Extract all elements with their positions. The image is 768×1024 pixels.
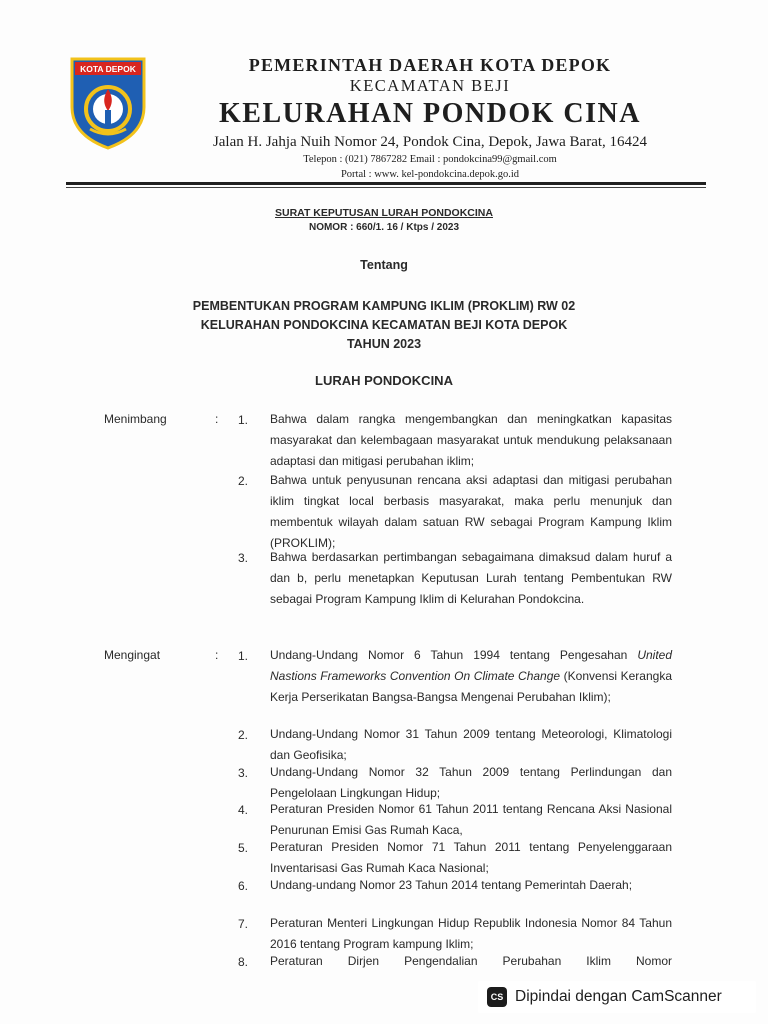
menimbang-item-3: Bahwa berdasarkan pertimbangan sebagaimana dimaksud dalam huruf a dan b, perlu menetapkan Keputusan Lurah tentang Pembentukan RW sebagai Program Kampung Iklim di Kelurahan Pondokcina.	[270, 550, 672, 606]
menimbang-label: Menimbang	[104, 412, 167, 426]
letterhead-government: PEMERINTAH DAERAH KOTA DEPOK	[248, 55, 612, 75]
menimbang-num-3: 3.	[238, 551, 249, 565]
decree-subject	[0, 297, 768, 354]
letterhead-address: Jalan H. Jahja Nuih Nomor 24, Pondok Cina, Depok, Jawa Barat, 16424	[212, 134, 648, 150]
letterhead-contact: Telepon : (021) 7867282 Email : pondokcina99@gmail.com	[303, 154, 557, 165]
mengingat-num-4: 4.	[238, 803, 249, 817]
mengingat-item-2: Undang-Undang Nomor 31 Tahun 2009 tentang Meteorologi, Klimatologi dan Geofisika;	[270, 727, 672, 762]
kota-depok-emblem-icon	[68, 55, 148, 151]
mengingat-item-8: Peraturan Dirjen Pengendalian Perubahan Iklim Nomor	[270, 954, 672, 968]
letterhead-divider-thick	[66, 182, 706, 185]
decree-title: SURAT KEPUTUSAN LURAH PONDOKCINA	[275, 207, 493, 219]
mengingat-colon: :	[215, 648, 219, 662]
menimbang-item-1: Bahwa dalam rangka mengembangkan dan meningkatkan kapasitas masyarakat dan kelembagaan masyarakat untuk mendukung pelaksanaan adaptasi dan mitigasi perubahan iklim;	[270, 412, 672, 468]
decree-subject-line2: KELURAHAN PONDOKCINA KECAMATAN BEJI KOTA DEPOK	[200, 318, 568, 332]
mengingat-item-3: Undang-Undang Nomor 32 Tahun 2009 tentang Perlindungan dan Pengelolaan Lingkungan Hidup;	[270, 765, 672, 800]
camscanner-text: Dipindai dengan CamScanner	[515, 988, 722, 1005]
letterhead-village: KELURAHAN PONDOK CINA	[219, 98, 641, 129]
camscanner-logo-icon: CS	[487, 987, 507, 1007]
mengingat-item-1-pre: Undang-Undang Nomor 6 Tahun 1994 tentang Pengesahan	[270, 648, 638, 662]
mengingat-item-7: Peraturan Menteri Lingkungan Hidup Republik Indonesia Nomor 84 Tahun 2016 tentang Program kampung Iklim;	[270, 916, 672, 951]
decree-subject-line1: PEMBENTUKAN PROGRAM KAMPUNG IKLIM (PROKLIM) RW 02	[192, 299, 576, 313]
letterhead-district: KECAMATAN BEJI	[349, 76, 511, 95]
camscanner-watermark	[478, 981, 756, 1013]
decree-number: NOMOR : 660/1. 16 / Ktps / 2023	[308, 222, 460, 233]
mengingat-num-2: 2.	[238, 728, 249, 742]
decree-subject-line3: TAHUN 2023	[346, 337, 422, 351]
mengingat-item-6: Undang-undang Nomor 23 Tahun 2014 tentang Pemerintah Daerah;	[270, 878, 633, 892]
letterhead-divider-thin	[66, 187, 706, 188]
mengingat-item-1	[270, 645, 672, 708]
decree-tentang: Tentang	[360, 258, 408, 272]
mengingat-label: Mengingat	[104, 648, 161, 662]
mengingat-num-5: 5.	[238, 841, 249, 855]
mengingat-num-1: 1.	[238, 649, 249, 663]
mengingat-num-6: 6.	[238, 879, 249, 893]
emblem-label: KOTA DEPOK	[80, 64, 136, 74]
decree-issuer: LURAH PONDOKCINA	[315, 373, 453, 388]
mengingat-num-3: 3.	[238, 766, 249, 780]
mengingat-item-4: Peraturan Presiden Nomor 61 Tahun 2011 tentang Rencana Aksi Nasional Penurunan Emisi Gas Rumah Kaca,	[270, 802, 672, 837]
letterhead	[160, 54, 700, 182]
mengingat-num-8: 8.	[238, 955, 249, 969]
letterhead-portal: Portal : www. kel-pondokcina.depok.go.id	[340, 169, 520, 180]
mengingat-item-1-post: (Konvensi Kerangka Kerja Perserikatan Bangsa-Bangsa Mengenai Perubahan Iklim);	[270, 669, 672, 704]
mengingat-item-5: Peraturan Presiden Nomor 71 Tahun 2011 tentang Penyelenggaraan Inventarisasi Gas Rumah Kaca Nasional;	[270, 840, 672, 875]
menimbang-num-1: 1.	[238, 413, 249, 427]
menimbang-num-2: 2.	[238, 474, 249, 488]
mengingat-num-7: 7.	[238, 917, 249, 931]
mengingat-item-1-italic: United Nastions Frameworks Convention On Climate Change	[270, 648, 672, 683]
menimbang-colon: :	[215, 412, 219, 426]
menimbang-item-2: Bahwa untuk penyusunan rencana aksi adaptasi dan mitigasi perubahan iklim tingkat local berbasis masyarakat, maka perlu menunjuk dan membentuk wilayah dalam satuan RW sebagai Program Kampung Iklim (PROKLIM);	[270, 473, 672, 550]
